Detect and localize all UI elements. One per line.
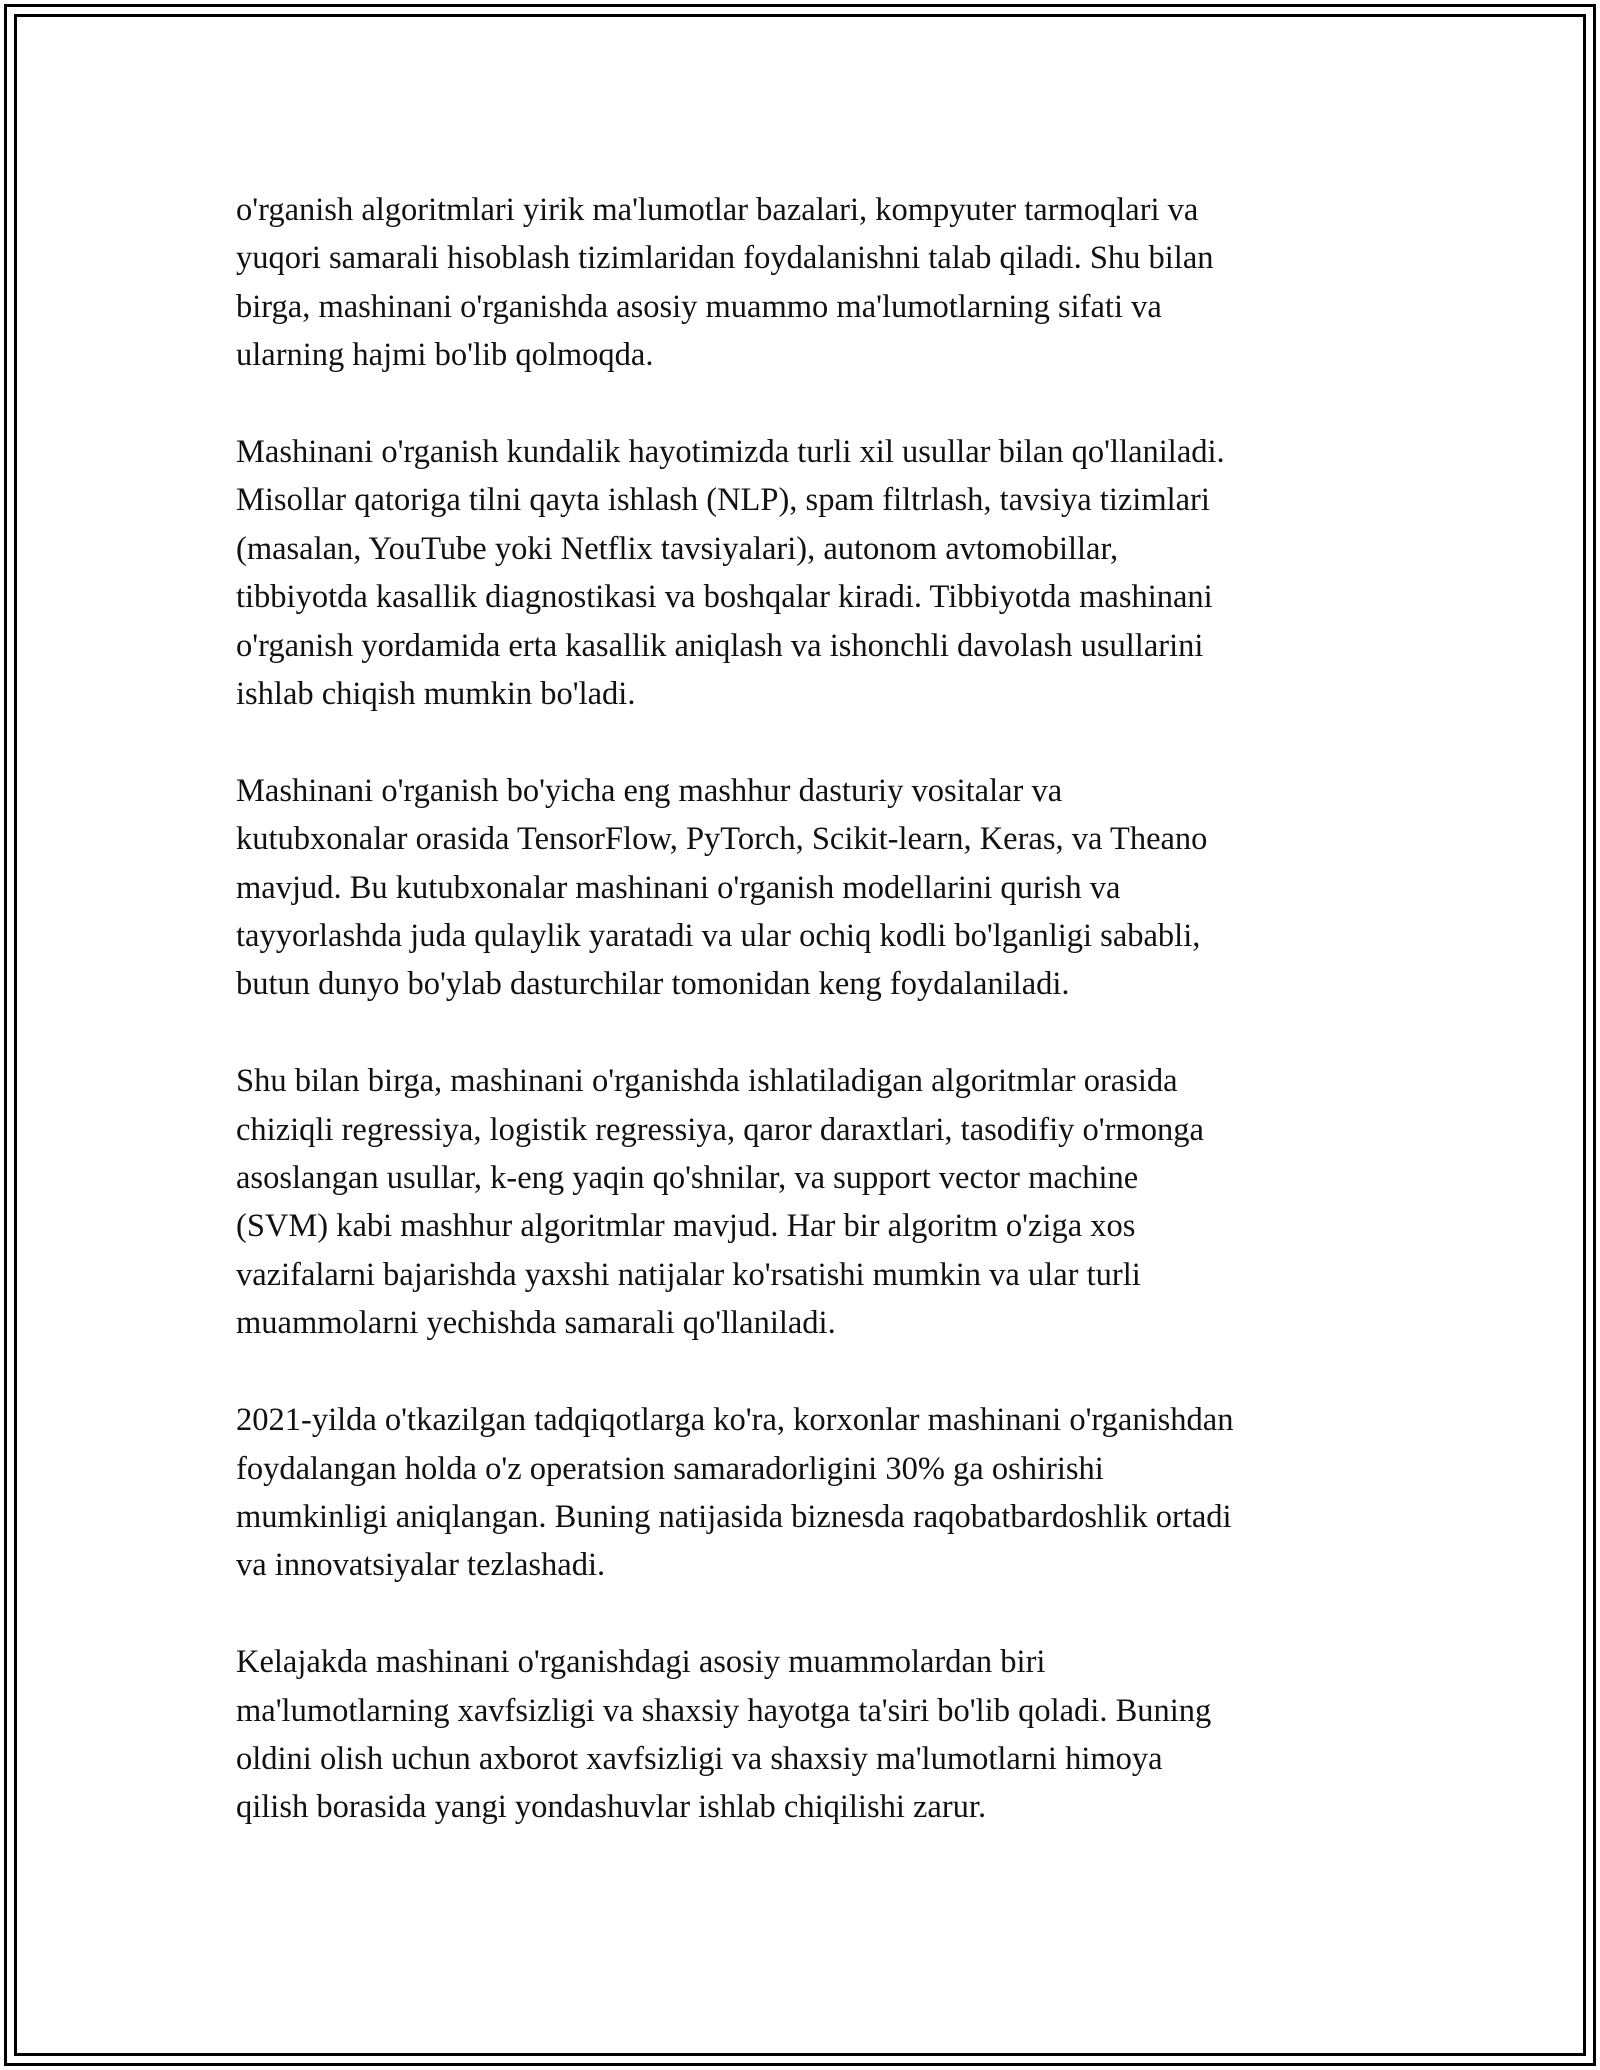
- text-line: birga, mashinani o'rganishda asosiy muammo ma'lumotlarning sifati va: [236, 288, 1162, 325]
- text-line: Misollar qatoriga tilni qayta ishlash (NLP), spam filtrlash, tavsiya tizimlari: [236, 482, 1210, 519]
- text-line: oldini olish uchun axborot xavfsizligi va shaxsiy ma'lumotlarni himoya: [236, 1740, 1163, 1777]
- text-line: o'rganish algoritmlari yirik ma'lumotlar bazalari, kompyuter tarmoqlari va: [236, 192, 1199, 228]
- text-line: asoslangan usullar, k-eng yaqin qo'shnilar, va support vector machine: [236, 1160, 1139, 1197]
- text-line: chiziqli regressiya, logistik regressiya, qaror daraxtlari, tasodifiy o'rmonga: [236, 1111, 1204, 1148]
- text-line: Mashinani o'rganish bo'yicha eng mashhur dasturiy vositalar va: [236, 772, 1063, 809]
- text-line: ishlab chiqish mumkin bo'ladi.: [236, 676, 636, 713]
- text-line: butun dunyo bo'ylab dasturchilar tomonidan keng foydalaniladi.: [236, 966, 1070, 1003]
- text-line: mumkinligi aniqlangan. Buning natijasida biznesda raqobatbardoshlik ortadi: [236, 1498, 1232, 1535]
- document-body: [236, 186, 1376, 1880]
- text-line: tayyorlashda juda qulaylik yaratadi va ular ochiq kodli bo'lganligi sababli,: [236, 918, 1201, 955]
- text-line: (SVM) kabi mashhur algoritmlar mavjud. Har bir algoritm o'ziga xos: [236, 1208, 1136, 1245]
- paragraph-4: [236, 1057, 1376, 1347]
- text-line: muammolarni yechishda samarali qo'llaniladi.: [236, 1305, 836, 1342]
- text-line: Shu bilan birga, mashinani o'rganishda ishlatiladigan algoritmlar orasida: [236, 1063, 1178, 1100]
- text-line: foydalangan holda o'z operatsion samaradorligini 30% ga oshirishi: [236, 1450, 1104, 1487]
- text-line: yuqori samarali hisoblash tizimlaridan foydalanishni talab qiladi. Shu bilan: [236, 240, 1214, 277]
- text-line: va innovatsiyalar tezlashadi.: [236, 1547, 606, 1584]
- text-line: (masalan, YouTube yoki Netflix tavsiyalari), autonom avtomobillar,: [236, 530, 1119, 567]
- text-line: mavjud. Bu kutubxonalar mashinani o'rganish modellarini qurish va: [236, 869, 1121, 906]
- text-line: kutubxonalar orasida TensorFlow, PyTorch, Scikit-learn, Keras, va Theano: [236, 821, 1208, 858]
- text-line: vazifalarni bajarishda yaxshi natijalar ko'rsatishi mumkin va ular turli: [236, 1256, 1141, 1293]
- text-line: ma'lumotlarning xavfsizligi va shaxsiy hayotga ta'siri bo'lib qoladi. Buning: [236, 1692, 1212, 1729]
- text-line: qilish borasida yangi yondashuvlar ishlab chiqilishi zarur.: [236, 1789, 987, 1826]
- paragraph-5: [236, 1396, 1376, 1590]
- paragraph-6: [236, 1638, 1376, 1832]
- paragraph-2: [236, 428, 1376, 718]
- text-line: 2021-yilda o'tkazilgan tadqiqotlarga ko'ra, korxonlar mashinani o'rganishdan: [236, 1402, 1234, 1439]
- text-line: o'rganish yordamida erta kasallik aniqlash va ishonchli davolash usullarini: [236, 627, 1204, 664]
- text-line: Mashinani o'rganish kundalik hayotimizda turli xil usullar bilan qo'llaniladi.: [236, 434, 1225, 471]
- paragraph-3: [236, 767, 1376, 1009]
- paragraph-1: [236, 186, 1376, 380]
- text-line: Kelajakda mashinani o'rganishdagi asosiy muammolardan biri: [236, 1644, 1046, 1681]
- text-line: tibbiyotda kasallik diagnostikasi va boshqalar kiradi. Tibbiyotda mashinani: [236, 579, 1213, 616]
- text-line: ularning hajmi bo'lib qolmoqda.: [236, 337, 654, 374]
